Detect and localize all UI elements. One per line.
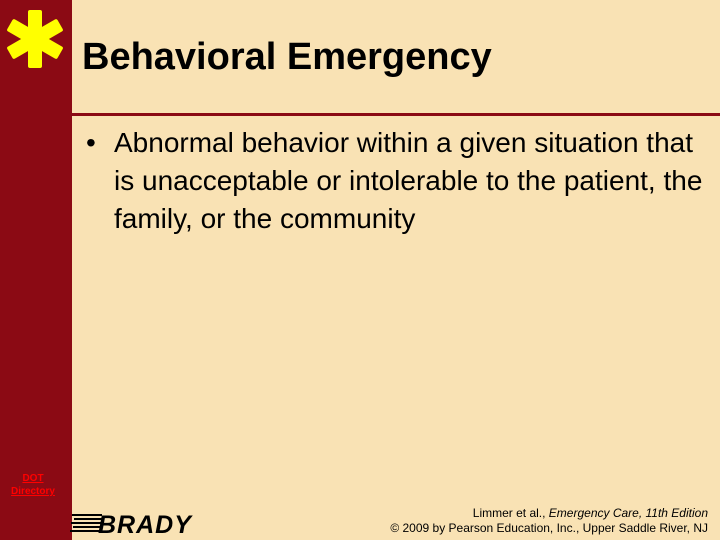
slide-title: Behavioral Emergency bbox=[82, 36, 492, 78]
citation-line1 bbox=[390, 506, 708, 521]
asterisk-icon bbox=[4, 8, 66, 70]
brady-logo-text: BRADY bbox=[98, 511, 192, 536]
bullet-marker: • bbox=[86, 127, 96, 158]
bullet-item bbox=[86, 124, 706, 238]
dot-directory-link[interactable] bbox=[0, 472, 66, 498]
title-divider bbox=[72, 113, 720, 116]
dot-link-line2: Directory bbox=[11, 486, 55, 497]
dot-link-line1: DOT bbox=[22, 473, 44, 484]
bullet-text: Abnormal behavior within a given situation that is unacceptable or intolerable to the patient, the family, or the community bbox=[114, 127, 703, 234]
citation-copyright: © 2009 by Pearson Education, Inc., Upper Saddle River, NJ bbox=[390, 521, 708, 535]
citation bbox=[390, 506, 708, 536]
citation-author: Limmer et al., bbox=[472, 506, 549, 520]
citation-book: Emergency Care, 11th Edition bbox=[548, 506, 708, 520]
sidebar bbox=[0, 0, 72, 540]
brady-logo bbox=[70, 508, 210, 536]
bullet-list bbox=[86, 124, 706, 238]
